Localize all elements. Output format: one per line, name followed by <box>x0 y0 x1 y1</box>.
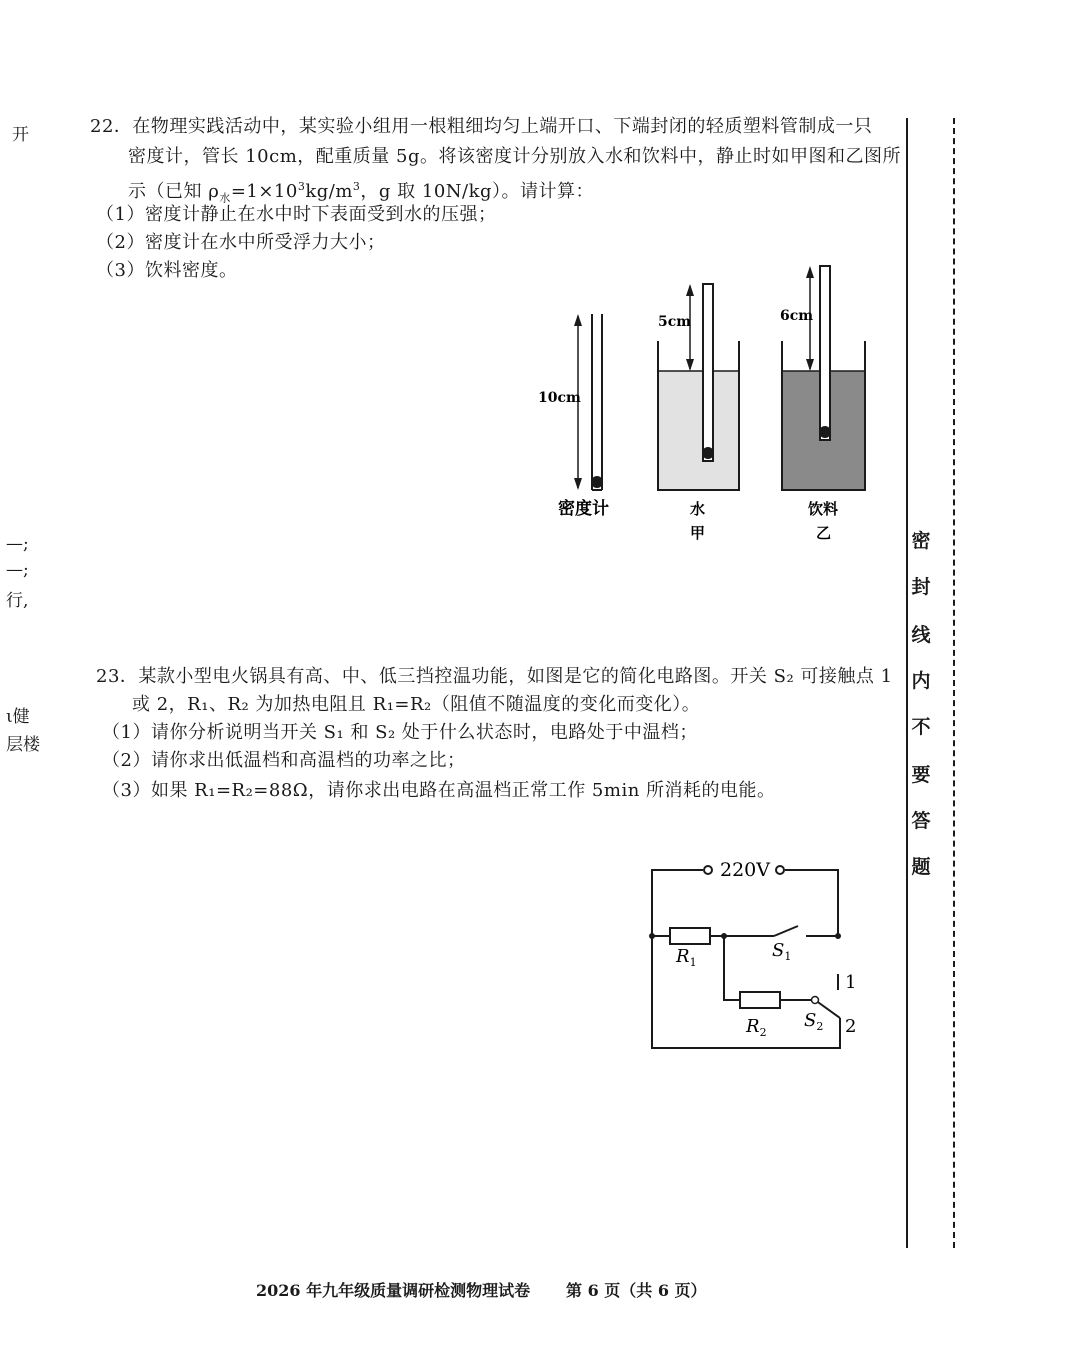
drink-beaker <box>780 266 865 542</box>
immersed-tube <box>820 266 830 440</box>
arrow-down-icon <box>574 478 582 490</box>
arrow-up-icon <box>574 314 582 326</box>
q22-item-1: （1）密度计静止在水中时下表面受到水的压强； <box>96 204 497 225</box>
q23-item-1: （1）请你分析说明当开关 S₁ 和 S₂ 处于什么状态时，电路处于中温档； <box>102 722 698 743</box>
s2-pivot <box>812 997 819 1004</box>
q23-item-2: （2）请你求出低温档和高温档的功率之比； <box>102 750 466 771</box>
water-caption: 水 <box>690 500 706 518</box>
q22-text: kg/m <box>305 181 353 202</box>
standalone-tube <box>538 314 609 519</box>
seal-line-char: 答 <box>911 810 931 832</box>
edge-mark: —; <box>6 534 29 554</box>
q22-line-1 <box>90 116 872 138</box>
counterweight <box>702 447 714 459</box>
junction-dot <box>649 933 655 939</box>
q22-text: =1×10 <box>230 181 298 202</box>
edge-mark: —; <box>6 560 29 580</box>
contact-1-label: 1 <box>845 972 857 993</box>
tube-length-label: 10cm <box>538 390 581 406</box>
seal-line-char: 线 <box>911 624 931 646</box>
s1-label: $S_1$ <box>772 940 792 963</box>
q22-text: 示（已知 ρ <box>128 181 220 202</box>
q23-line-2: 或 2，R₁、R₂ 为加热电阻且 R₁=R₂（阻值不随温度的变化而变化）。 <box>132 694 701 715</box>
junction-dot <box>721 933 727 939</box>
q23-number: 23． <box>96 666 139 687</box>
q23-item-3: （3）如果 R₁=R₂=88Ω，请你求出电路在高温档正常工作 5min 所消耗的电能。 <box>102 780 776 801</box>
binding-line-solid <box>906 118 908 1248</box>
immersed-tube <box>703 284 713 461</box>
footer-page-info: 第 6 页（共 6 页） <box>566 1281 707 1300</box>
water-exposed-label: 5cm <box>658 314 692 330</box>
arrow-up-icon <box>686 284 694 296</box>
arrow-up-icon <box>806 266 814 278</box>
water-fill <box>659 371 738 489</box>
junction-dot <box>835 933 841 939</box>
r2-label: $R_2$ <box>746 1016 767 1039</box>
edge-mark: 行, <box>6 591 29 611</box>
drink-figure-label: 乙 <box>816 524 832 542</box>
terminal-left <box>704 866 712 874</box>
counterweight <box>591 476 603 488</box>
q22-item-3: （3）饮料密度。 <box>96 260 238 281</box>
drink-caption: 饮料 <box>808 500 839 518</box>
edge-mark: 层楼 <box>6 735 40 755</box>
footer-exam-title: 2026 年九年级质量调研检测物理试卷 <box>256 1281 531 1300</box>
superscript: 3 <box>297 180 306 193</box>
resistor-r1 <box>670 928 710 944</box>
q23-text: 某款小型电火锅具有高、中、低三挡控温功能，如图是它的简化电路图。开关 S₂ 可接触点 1 <box>138 666 893 687</box>
water-beaker <box>658 284 739 542</box>
q22-text: ，g 取 10N/kg）。请计算： <box>360 181 595 202</box>
superscript: 3 <box>352 180 361 193</box>
counterweight <box>819 426 831 438</box>
contact-2-label: 2 <box>845 1016 857 1037</box>
density-meter-figure <box>520 258 900 548</box>
drink-exposed-label: 6cm <box>780 308 814 324</box>
s2-label: $S_2$ <box>804 1010 824 1033</box>
r1-label: $R_1$ <box>676 946 697 969</box>
seal-line-char: 题 <box>911 856 931 878</box>
water-figure-label: 甲 <box>690 524 706 542</box>
edge-mark: ι健 <box>6 707 30 727</box>
seal-line-char: 不 <box>911 716 931 738</box>
rho-subscript: 水 <box>219 191 231 205</box>
seal-line-char: 要 <box>911 764 931 786</box>
terminal-right <box>776 866 784 874</box>
tube-caption: 密度计 <box>558 499 609 519</box>
seal-line-char: 内 <box>911 670 931 692</box>
resistor-r2 <box>740 992 780 1008</box>
q23-line-1 <box>96 666 893 688</box>
switch-s1-blade <box>774 926 798 936</box>
arrow-down-icon <box>806 359 814 371</box>
q22-number: 22． <box>90 116 133 137</box>
wire <box>724 936 740 1000</box>
switch-s2-blade <box>815 1000 840 1018</box>
voltage-label: 220V <box>720 859 770 881</box>
q22-text: 在物理实践活动中，某实验小组用一根粗细均匀上端开口、下端封闭的轻质塑料管制成一只 <box>132 116 873 137</box>
arrow-down-icon <box>686 359 694 371</box>
q22-item-2: （2）密度计在水中所受浮力大小； <box>96 232 386 253</box>
wire-outer-right <box>785 870 838 936</box>
q22-line-2: 密度计，管长 10cm，配重质量 5g。将该密度计分别放入水和饮料中，静止时如甲图和乙图所 <box>128 146 901 167</box>
seal-line-char: 封 <box>911 576 931 598</box>
binding-line-dashed <box>953 118 955 1248</box>
circuit-diagram <box>640 850 880 1060</box>
edge-mark-top: 开 <box>12 125 29 145</box>
seal-line-char: 密 <box>911 530 931 552</box>
